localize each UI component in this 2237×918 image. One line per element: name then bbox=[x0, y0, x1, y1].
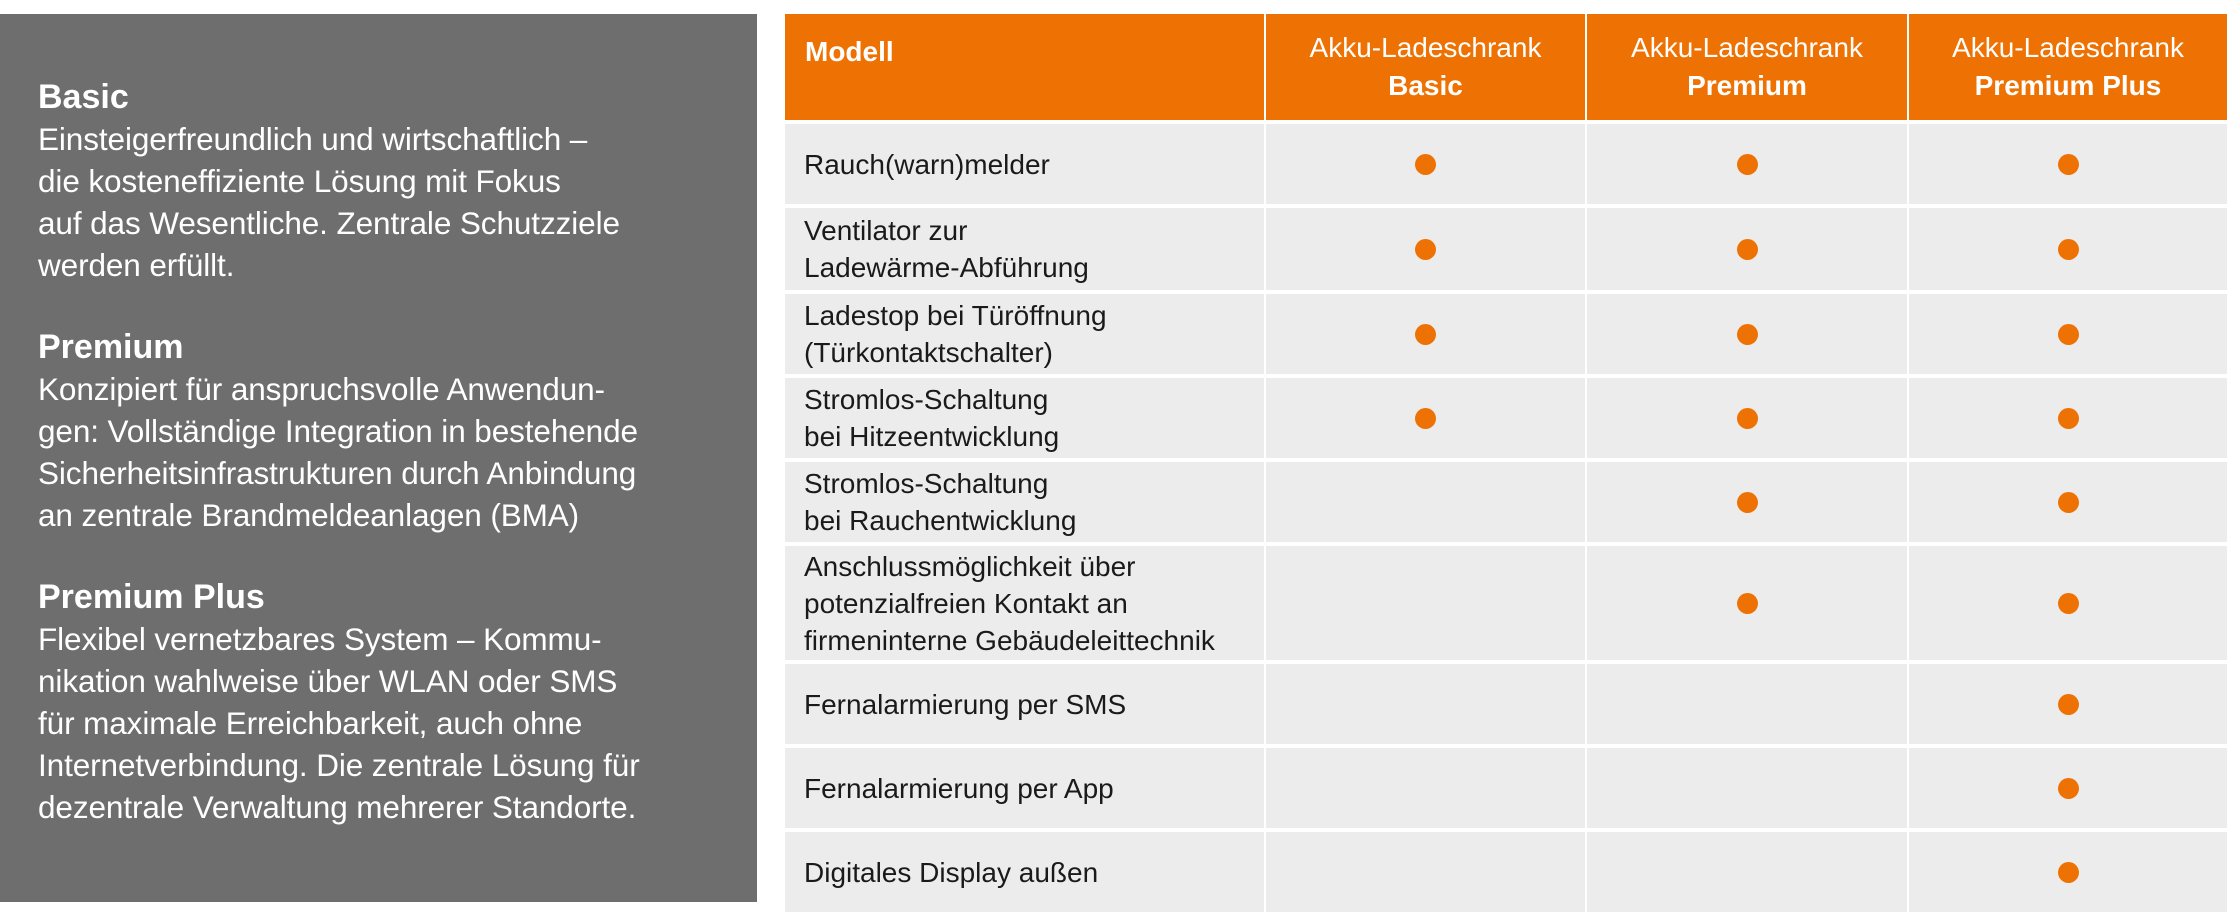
filled-circle-dot-icon bbox=[2058, 408, 2079, 429]
mark-cell-premium-plus bbox=[1909, 208, 2227, 290]
filled-circle-dot-icon bbox=[1737, 239, 1758, 260]
filled-circle-dot-icon bbox=[2058, 492, 2079, 513]
mark-cell-premium-plus bbox=[1909, 664, 2227, 744]
mark-cell-premium bbox=[1587, 664, 1907, 744]
feature-label: Fernalarmierung per SMS bbox=[785, 664, 1264, 744]
feature-label: Stromlos-Schaltung bei Rauchentwicklung bbox=[785, 462, 1264, 542]
mark-cell-premium-plus bbox=[1909, 124, 2227, 204]
filled-circle-dot-icon bbox=[1737, 154, 1758, 175]
feature-label: Digitales Display außen bbox=[785, 832, 1264, 912]
mark-cell-premium bbox=[1587, 124, 1907, 204]
mark-cell-basic bbox=[1266, 294, 1585, 374]
mark-cell-premium-plus bbox=[1909, 294, 2227, 374]
filled-circle-dot-icon bbox=[1415, 408, 1436, 429]
mark-cell-basic bbox=[1266, 462, 1585, 542]
header-column-premium bbox=[1587, 14, 1907, 120]
description-premium bbox=[38, 326, 737, 536]
mark-cell-premium bbox=[1587, 294, 1907, 374]
mark-cell-premium-plus bbox=[1909, 748, 2227, 828]
filled-circle-dot-icon bbox=[1737, 492, 1758, 513]
filled-circle-dot-icon bbox=[2058, 324, 2079, 345]
filled-circle-dot-icon bbox=[2058, 778, 2079, 799]
mark-cell-premium bbox=[1587, 546, 1907, 660]
mark-cell-premium bbox=[1587, 832, 1907, 912]
header-column-line1: Akku-Ladeschrank bbox=[1952, 32, 2184, 63]
header-column-line2: Premium bbox=[1687, 70, 1807, 101]
mark-cell-premium bbox=[1587, 748, 1907, 828]
mark-cell-premium-plus bbox=[1909, 832, 2227, 912]
filled-circle-dot-icon bbox=[1415, 239, 1436, 260]
header-column-line1: Akku-Ladeschrank bbox=[1631, 32, 1863, 63]
mark-cell-premium bbox=[1587, 378, 1907, 458]
mark-cell-basic bbox=[1266, 124, 1585, 204]
description-text: Konzipiert für anspruchsvolle Anwendun- gen: Vollständige Integration in bestehende Sicherheitsinfrastrukturen durch Anbindung an zentrale Brandmeldeanlagen (BMA) bbox=[38, 371, 638, 533]
mark-cell-basic bbox=[1266, 378, 1585, 458]
filled-circle-dot-icon bbox=[1415, 154, 1436, 175]
feature-label: Fernalarmierung per App bbox=[785, 748, 1264, 828]
feature-label: Anschlussmöglichkeit über potenzialfreien Kontakt an firmeninterne Gebäudeleittechnik bbox=[785, 546, 1264, 660]
header-column-line2: Basic bbox=[1388, 70, 1463, 101]
description-text: Flexibel vernetzbares System – Kommu- nikation wahlweise über WLAN oder SMS für maximale Erreichbarkeit, auch ohne Internetverbindung. Die zentrale Lösung für dezentrale Verwaltung mehrerer Standorte. bbox=[38, 621, 640, 825]
feature-label: Rauch(warn)melder bbox=[785, 124, 1264, 204]
description-title: Basic bbox=[38, 78, 129, 116]
mark-cell-premium bbox=[1587, 462, 1907, 542]
header-column-premium-plus bbox=[1909, 14, 2227, 120]
header-column-line2: Premium Plus bbox=[1974, 70, 2162, 101]
description-basic bbox=[38, 76, 737, 286]
mark-cell-basic bbox=[1266, 832, 1585, 912]
description-text: Einsteigerfreundlich und wirtschaftlich – die kosteneffiziente Lösung mit Fokus auf das Wesentliche. Zentrale Schutzziele werden erfüllt. bbox=[38, 121, 620, 283]
filled-circle-dot-icon bbox=[2058, 154, 2079, 175]
description-premium-plus bbox=[38, 576, 737, 828]
filled-circle-dot-icon bbox=[2058, 694, 2079, 715]
feature-label: Ladestop bei Türöffnung (Türkontaktschalter) bbox=[785, 294, 1264, 374]
mark-cell-premium-plus bbox=[1909, 378, 2227, 458]
mark-cell-basic bbox=[1266, 748, 1585, 828]
feature-label: Stromlos-Schaltung bei Hitzeentwicklung bbox=[785, 378, 1264, 458]
filled-circle-dot-icon bbox=[1415, 324, 1436, 345]
feature-comparison-table bbox=[785, 14, 2227, 916]
filled-circle-dot-icon bbox=[1737, 408, 1758, 429]
mark-cell-basic bbox=[1266, 208, 1585, 290]
filled-circle-dot-icon bbox=[1737, 593, 1758, 614]
mark-cell-premium-plus bbox=[1909, 546, 2227, 660]
header-column-line1: Akku-Ladeschrank bbox=[1309, 32, 1542, 63]
mark-cell-basic bbox=[1266, 546, 1585, 660]
filled-circle-dot-icon bbox=[2058, 593, 2079, 614]
model-description-panel bbox=[0, 14, 757, 902]
filled-circle-dot-icon bbox=[2058, 862, 2079, 883]
description-title: Premium Plus bbox=[38, 578, 265, 616]
header-column-basic bbox=[1266, 14, 1585, 120]
mark-cell-premium-plus bbox=[1909, 462, 2227, 542]
filled-circle-dot-icon bbox=[1737, 324, 1758, 345]
feature-label: Ventilator zur Ladewärme-Abführung bbox=[785, 208, 1264, 290]
description-title: Premium bbox=[38, 328, 184, 366]
header-model bbox=[785, 14, 1264, 120]
mark-cell-basic bbox=[1266, 664, 1585, 744]
filled-circle-dot-icon bbox=[2058, 239, 2079, 260]
mark-cell-premium bbox=[1587, 208, 1907, 290]
header-model-label: Modell bbox=[805, 36, 894, 67]
